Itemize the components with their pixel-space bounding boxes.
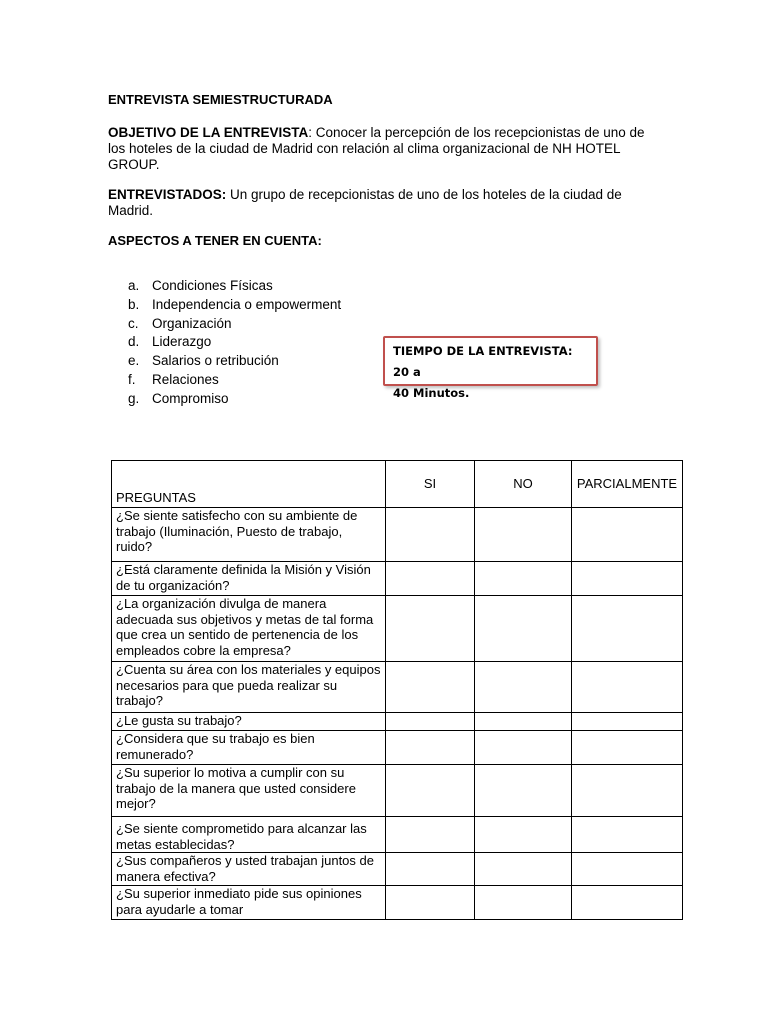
answer-cell-parcialmente[interactable] [572, 562, 683, 596]
list-item-text: Relaciones [152, 371, 219, 387]
answer-cell-no[interactable] [475, 765, 572, 817]
list-item [128, 390, 341, 409]
list-item-text: Salarios o retribución [152, 353, 279, 369]
list-item-text: Independencia o empowerment [152, 296, 342, 312]
list-item [128, 296, 341, 315]
interview-time-line-1: TIEMPO DE LA ENTREVISTA: 20 a [393, 344, 573, 379]
answer-cell-parcialmente[interactable] [572, 817, 683, 853]
answer-cell-parcialmente[interactable] [572, 662, 683, 713]
answer-cell-si[interactable] [386, 713, 475, 731]
table-row [112, 817, 683, 853]
answer-cell-si[interactable] [386, 662, 475, 713]
question-cell: ¿La organización divulga de manera adecuada sus objetivos y metas de tal forma que crea un sentido de pertenencia de los empleados cobre la empresa? [112, 596, 386, 662]
list-marker: f. [128, 371, 136, 387]
answer-cell-no[interactable] [475, 853, 572, 886]
objective-paragraph [108, 125, 653, 173]
aspects-list [128, 277, 341, 409]
answer-cell-no[interactable] [475, 562, 572, 596]
list-item [128, 352, 341, 371]
question-cell: ¿Está claramente definida la Misión y Visión de tu organización? [112, 562, 386, 596]
answer-cell-parcialmente[interactable] [572, 731, 683, 765]
answer-cell-no[interactable] [475, 817, 572, 853]
answer-cell-si[interactable] [386, 886, 475, 920]
table-row [112, 886, 683, 920]
answer-cell-no[interactable] [475, 731, 572, 765]
question-cell: ¿Se siente comprometido para alcanzar las metas establecidas? [112, 817, 386, 853]
answer-cell-si[interactable] [386, 731, 475, 765]
answer-cell-no[interactable] [475, 886, 572, 920]
table-row [112, 713, 683, 731]
answer-cell-no[interactable] [475, 596, 572, 662]
question-cell: ¿Se siente satisfecho con su ambiente de trabajo (Iluminación, Puesto de trabajo, ruido? [112, 508, 386, 562]
answer-cell-parcialmente[interactable] [572, 765, 683, 817]
list-marker: a. [128, 278, 140, 293]
question-cell: ¿Sus compañeros y usted trabajan juntos de manera efectiva? [112, 853, 386, 886]
list-marker: c. [128, 315, 139, 331]
list-item [128, 371, 341, 390]
answer-cell-si[interactable] [386, 817, 475, 853]
answer-cell-si[interactable] [386, 853, 475, 886]
answer-cell-parcialmente[interactable] [572, 508, 683, 562]
header-preguntas: PREGUNTAS [112, 461, 386, 508]
answer-cell-parcialmente[interactable] [572, 886, 683, 920]
question-cell: ¿Su superior lo motiva a cumplir con su trabajo de la manera que usted considere mejor? [112, 765, 386, 817]
answer-cell-parcialmente[interactable] [572, 853, 683, 886]
list-item [128, 277, 341, 296]
interview-time-line-2: 40 Minutos. [393, 386, 470, 400]
list-item [128, 315, 341, 334]
objective-label: OBJETIVO DE LA ENTREVISTA [108, 125, 309, 140]
answer-cell-no[interactable] [475, 508, 572, 562]
document-title: ENTREVISTA SEMIESTRUCTURADA [108, 92, 333, 107]
question-cell: ¿Cuenta su área con los materiales y equipos necesarios para que pueda realizar su trabajo? [112, 662, 386, 713]
answer-cell-parcialmente[interactable] [572, 713, 683, 731]
list-item-text: Compromiso [152, 390, 229, 406]
interviewees-paragraph [108, 187, 653, 219]
list-item-text: Liderazgo [152, 334, 212, 350]
aspects-title: ASPECTOS A TENER EN CUENTA: [108, 233, 322, 248]
list-marker: b. [128, 296, 140, 312]
table-row [112, 596, 683, 662]
table-row [112, 853, 683, 886]
table-row [112, 731, 683, 765]
answer-cell-si[interactable] [386, 508, 475, 562]
question-cell: ¿Considera que su trabajo es bien remunerado? [112, 731, 386, 765]
header-parcialmente: PARCIALMENTE [572, 461, 683, 508]
answer-cell-si[interactable] [386, 596, 475, 662]
table-row [112, 662, 683, 713]
header-si: SI [386, 461, 475, 508]
list-item-text: Organización [152, 315, 232, 331]
table-header-row [112, 461, 683, 508]
question-cell: ¿Su superior inmediato pide sus opiniones para ayudarle a tomar [112, 886, 386, 920]
list-item [128, 333, 341, 352]
header-no: NO [475, 461, 572, 508]
interviewees-text: Un grupo de recepcionistas de uno de los hoteles de la ciudad de Madrid. [108, 187, 622, 218]
answer-cell-no[interactable] [475, 713, 572, 731]
list-item-text: Condiciones Físicas [152, 278, 273, 293]
answer-cell-no[interactable] [475, 662, 572, 713]
objective-text: : Conocer la percepción de los recepcionistas de uno de los hoteles de la ciudad de Madrid con relación al clima organizacional de NH HOTEL GROUP. [108, 125, 645, 172]
table-row [112, 562, 683, 596]
table-row [112, 508, 683, 562]
interviewees-label: ENTREVISTADOS: [108, 187, 227, 202]
list-marker: d. [128, 334, 140, 350]
answer-cell-si[interactable] [386, 562, 475, 596]
list-marker: e. [128, 353, 140, 369]
interview-time-box [383, 336, 598, 400]
answer-cell-parcialmente[interactable] [572, 596, 683, 662]
table-row [112, 765, 683, 817]
question-cell: ¿Le gusta su trabajo? [112, 713, 386, 731]
answer-cell-si[interactable] [386, 765, 475, 817]
questions-table [111, 460, 683, 920]
list-marker: g. [128, 390, 140, 406]
